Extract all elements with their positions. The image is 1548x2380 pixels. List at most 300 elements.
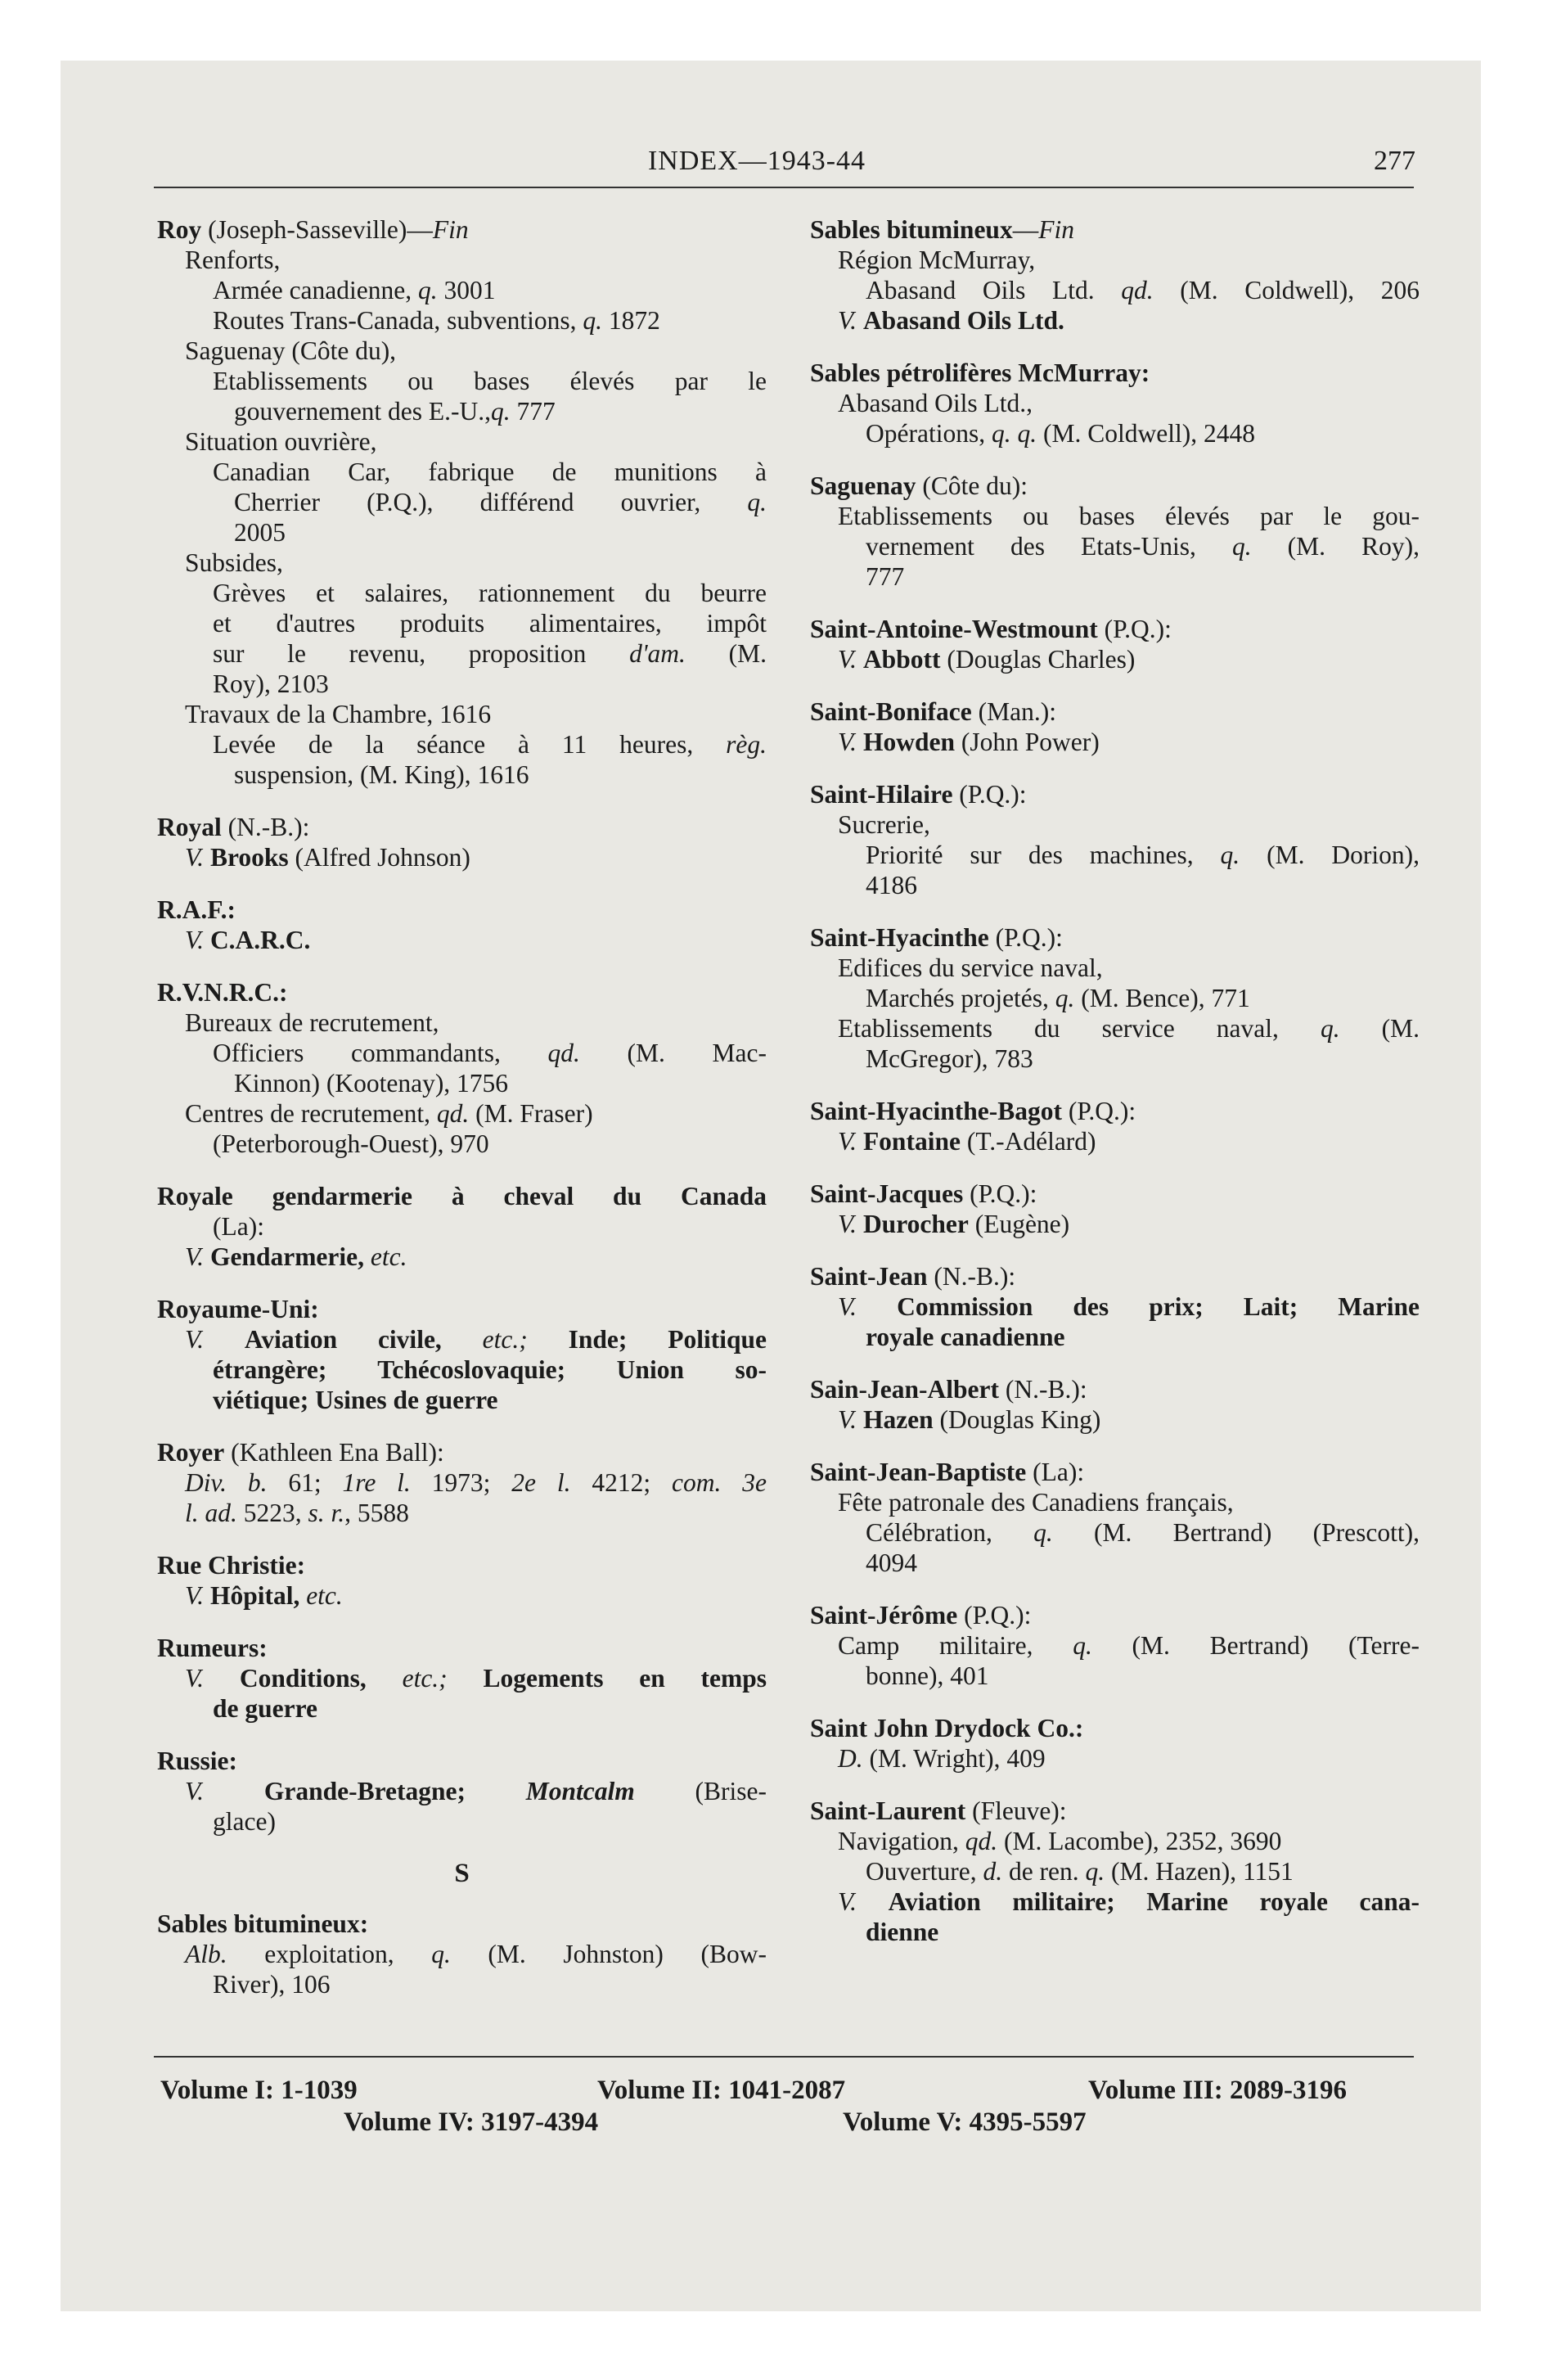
index-line xyxy=(810,358,1420,388)
text-segment: (M. Coldwell), 2448 xyxy=(1037,419,1255,448)
text-segment: (N.-B.): xyxy=(927,1262,1016,1291)
index-line xyxy=(157,214,767,245)
text-segment: V. xyxy=(185,843,205,872)
text-segment: Opérations, xyxy=(866,419,992,448)
text-segment: (P.Q.): xyxy=(957,1601,1032,1629)
text-segment xyxy=(857,1887,889,1916)
text-segment: vernement des Etats-Unis, xyxy=(866,532,1232,561)
text-segment: Saint-Boniface xyxy=(810,697,972,726)
text-segment: Grèves et salaires, rationnement du beurre xyxy=(213,579,767,607)
text-segment: Travaux de la Chambre, 1616 xyxy=(185,700,492,728)
text-segment: (Joseph-Sasseville)— xyxy=(201,215,433,244)
index-line xyxy=(810,1096,1420,1126)
index-line xyxy=(810,1600,1420,1630)
text-segment: (John Power) xyxy=(954,728,1100,756)
index-line xyxy=(157,669,767,699)
text-segment: Navigation, xyxy=(838,1827,965,1855)
index-line xyxy=(157,1355,767,1385)
footer-rule xyxy=(154,2056,1414,2058)
text-segment: Edifices du service naval, xyxy=(838,953,1103,982)
index-line xyxy=(810,696,1420,727)
header-rule xyxy=(154,187,1414,188)
text-segment xyxy=(204,1581,210,1610)
index-line xyxy=(157,1068,767,1098)
text-segment: (M. Bertrand) (Terre- xyxy=(1091,1631,1420,1660)
text-segment: (Douglas Charles) xyxy=(940,645,1136,674)
text-segment: l. ad. xyxy=(185,1499,237,1527)
text-segment: (P.Q.): xyxy=(952,780,1027,809)
index-line xyxy=(810,1374,1420,1404)
index-entry xyxy=(157,1746,767,1837)
text-segment: R.V.N.R.C.: xyxy=(157,978,288,1007)
text-segment: V. xyxy=(838,728,857,756)
text-segment: 4094 xyxy=(866,1548,917,1577)
text-segment: V. xyxy=(185,1664,205,1693)
index-line xyxy=(157,1038,767,1068)
text-segment: 1re l. xyxy=(342,1468,411,1497)
text-segment: d. xyxy=(983,1857,1003,1886)
text-segment: Routes Trans-Canada, subventions, xyxy=(213,306,583,335)
text-segment xyxy=(857,1292,897,1321)
index-entry xyxy=(157,1181,767,1272)
text-segment: qd. xyxy=(436,1099,470,1128)
text-segment: V. xyxy=(185,1325,205,1354)
text-segment: (N.-B.): xyxy=(999,1375,1087,1404)
index-line xyxy=(810,471,1420,501)
text-segment: (M. Dorion), xyxy=(1240,841,1420,869)
index-entry xyxy=(157,812,767,872)
text-segment: royale canadienne xyxy=(866,1323,1065,1351)
text-segment: Armée canadienne, xyxy=(213,276,418,304)
text-segment: bonne), 401 xyxy=(866,1661,989,1690)
text-segment: Aviation civile, xyxy=(244,1325,483,1354)
text-segment xyxy=(204,1325,245,1354)
text-segment: q. xyxy=(1085,1857,1105,1886)
index-line xyxy=(157,1385,767,1415)
index-entry xyxy=(810,1713,1420,1774)
text-segment: 2005 xyxy=(234,518,286,547)
text-segment: q. xyxy=(583,306,602,335)
text-segment: Bureaux de recrutement, xyxy=(185,1008,439,1037)
text-segment: Ouverture, xyxy=(866,1857,983,1886)
index-line xyxy=(810,1404,1420,1435)
volume-range-4: Volume IV: 3197-4394 xyxy=(344,2107,599,2137)
index-entry xyxy=(810,1796,1420,1947)
index-line xyxy=(810,727,1420,757)
index-line xyxy=(157,487,767,517)
text-segment: Abasand Oils Ltd. xyxy=(866,276,1122,304)
text-segment: (M. Bertrand) (Prescott), xyxy=(1052,1518,1420,1547)
text-segment: Saint-Jacques xyxy=(810,1179,964,1208)
text-segment: (M. Johnston) (Bow- xyxy=(450,1940,767,1968)
index-line xyxy=(810,418,1420,449)
text-segment: q. xyxy=(1033,1518,1053,1547)
index-entry xyxy=(157,1550,767,1611)
text-segment: V. xyxy=(838,1292,857,1321)
text-segment: Conditions, xyxy=(239,1664,403,1693)
text-segment: D. xyxy=(838,1744,863,1773)
index-line xyxy=(157,608,767,638)
text-segment: (Brise- xyxy=(634,1777,767,1805)
text-segment: (Eugène) xyxy=(968,1210,1070,1238)
index-entry xyxy=(810,358,1420,449)
text-segment: (M. xyxy=(685,639,767,668)
text-segment: (P.Q.): xyxy=(963,1179,1037,1208)
index-entry xyxy=(810,1096,1420,1156)
text-segment xyxy=(857,728,863,756)
index-line xyxy=(810,1044,1420,1074)
volume-range-1: Volume I: 1-1039 xyxy=(160,2076,358,2105)
text-segment: (M. Hazen), 1151 xyxy=(1105,1857,1294,1886)
text-segment xyxy=(857,645,863,674)
index-line xyxy=(810,1826,1420,1856)
index-line xyxy=(157,925,767,955)
index-line xyxy=(157,699,767,729)
text-segment: 4212; xyxy=(570,1468,673,1497)
index-line xyxy=(810,922,1420,953)
text-segment: suspension, (M. King), 1616 xyxy=(234,760,529,789)
index-line xyxy=(157,638,767,669)
text-segment: (Peterborough-Ouest), 970 xyxy=(213,1129,489,1158)
text-segment: River), 106 xyxy=(213,1970,331,1999)
text-segment: etc.; xyxy=(482,1325,528,1354)
index-line xyxy=(810,1013,1420,1044)
text-segment: Saguenay xyxy=(810,471,916,500)
index-column-left xyxy=(157,214,767,2022)
index-line xyxy=(157,1746,767,1776)
index-line xyxy=(157,1806,767,1837)
text-segment: (Côte du): xyxy=(916,471,1028,500)
text-segment: Région McMurray, xyxy=(838,246,1036,274)
text-segment: qd. xyxy=(965,1827,998,1855)
text-segment: Renforts, xyxy=(185,246,281,274)
text-segment: (M. Mac- xyxy=(579,1039,767,1067)
text-segment: (Douglas King) xyxy=(933,1405,1101,1434)
index-title: INDEX—1943-44 xyxy=(647,146,866,176)
text-segment: Saint-Antoine-Westmount xyxy=(810,615,1098,643)
index-line xyxy=(157,760,767,790)
text-segment xyxy=(857,1127,863,1156)
text-segment: Subsides, xyxy=(185,548,283,577)
text-segment: Fin xyxy=(432,215,469,244)
text-segment: exploitation, xyxy=(227,1940,432,1968)
text-segment: (Alfred Johnson) xyxy=(288,843,470,872)
index-line xyxy=(810,245,1420,275)
text-segment: Cherrier (P.Q.), différend ouvrier, xyxy=(234,488,748,516)
index-line xyxy=(810,953,1420,983)
page-number: 277 xyxy=(1374,146,1415,176)
text-segment xyxy=(857,1405,863,1434)
text-segment: C.A.R.C. xyxy=(209,926,311,954)
text-segment: Kinnon) (Kootenay), 1756 xyxy=(234,1069,509,1098)
text-segment: Etablissements du service naval, xyxy=(838,1014,1321,1043)
index-line xyxy=(810,1917,1420,1947)
text-segment: Royal xyxy=(157,813,222,841)
index-line xyxy=(157,812,767,842)
text-segment: (P.Q.): xyxy=(988,923,1063,952)
index-entry xyxy=(157,1437,767,1528)
text-segment: (N.-B.): xyxy=(221,813,310,841)
index-entry xyxy=(810,471,1420,592)
index-line xyxy=(810,644,1420,674)
index-line xyxy=(157,1580,767,1611)
text-segment: q. xyxy=(418,276,438,304)
index-line xyxy=(157,1663,767,1693)
text-segment: Abasand Oils Ltd. xyxy=(862,306,1064,335)
text-segment: (T.-Adélard) xyxy=(960,1127,1096,1156)
index-line xyxy=(157,895,767,925)
text-segment: d'am. xyxy=(629,639,686,668)
text-segment: Fête patronale des Canadiens français, xyxy=(838,1488,1234,1517)
index-entry xyxy=(157,1909,767,1999)
page-header xyxy=(98,146,1415,188)
index-line xyxy=(810,870,1420,900)
index-line xyxy=(157,457,767,487)
text-segment: McGregor), 783 xyxy=(866,1044,1033,1073)
text-segment: q. xyxy=(747,488,767,516)
index-line xyxy=(157,1939,767,1969)
text-segment: V. xyxy=(185,1242,205,1271)
text-segment: Commission des prix; Lait; Marine xyxy=(897,1292,1420,1321)
text-segment: Sain-Jean-Albert xyxy=(810,1375,999,1404)
volume-range-5: Volume V: 4395-5597 xyxy=(843,2107,1087,2137)
text-segment: Royale gendarmerie à cheval du Canada xyxy=(157,1182,767,1210)
text-segment: Officiers commandants, xyxy=(213,1039,548,1067)
text-segment: q. xyxy=(1073,1631,1092,1660)
index-line xyxy=(810,1261,1420,1291)
index-line xyxy=(810,1291,1420,1322)
text-segment: Saint-Jérôme xyxy=(810,1601,958,1629)
text-segment: 5223, xyxy=(236,1499,308,1527)
text-segment: Abbott xyxy=(862,645,941,674)
text-segment xyxy=(857,306,863,335)
text-segment: V. xyxy=(185,1581,205,1610)
text-segment: (P.Q.): xyxy=(1097,615,1172,643)
text-segment: Saint-Hyacinthe xyxy=(810,923,989,952)
volume-range-3: Volume III: 2089-3196 xyxy=(1088,2076,1347,2105)
index-line xyxy=(810,214,1420,245)
text-segment: etc.; xyxy=(402,1664,448,1693)
index-line xyxy=(810,275,1420,305)
index-line xyxy=(157,336,767,366)
text-segment: Sables bitumineux xyxy=(810,215,1013,244)
index-line xyxy=(157,1776,767,1806)
text-segment: Durocher xyxy=(862,1210,969,1238)
index-line xyxy=(157,578,767,608)
index-line xyxy=(157,396,767,426)
text-segment: Etablissements ou bases élevés par le gou- xyxy=(838,502,1420,530)
index-line xyxy=(157,517,767,548)
text-segment: (M. Lacombe), 2352, 3690 xyxy=(997,1827,1282,1855)
text-segment: q. xyxy=(1220,841,1240,869)
text-segment: V. xyxy=(838,306,857,335)
text-segment xyxy=(204,1242,210,1271)
text-segment: Marchés projetés, xyxy=(866,984,1055,1012)
text-segment: glace) xyxy=(213,1807,276,1836)
index-line xyxy=(810,614,1420,644)
text-segment: gouvernement des E.-U., xyxy=(234,397,492,426)
text-segment: (M. Coldwell), 206 xyxy=(1153,276,1420,304)
text-segment: q. xyxy=(431,1940,451,1968)
index-entry xyxy=(157,895,767,955)
index-line xyxy=(157,1467,767,1498)
index-line xyxy=(157,1129,767,1159)
text-segment: 3001 xyxy=(437,276,496,304)
text-segment: de guerre xyxy=(213,1694,317,1723)
text-segment: Saint-Hyacinthe-Bagot xyxy=(810,1097,1063,1125)
text-segment: V. xyxy=(838,1405,857,1434)
text-segment: Célébration, xyxy=(866,1518,1034,1547)
text-segment: Montcalm xyxy=(525,1777,635,1805)
index-line xyxy=(157,842,767,872)
index-line xyxy=(157,245,767,275)
text-segment: com. 3e xyxy=(672,1468,767,1497)
text-segment: (M. xyxy=(1339,1014,1420,1043)
text-segment: etc. xyxy=(306,1581,343,1610)
text-segment: 2e l. xyxy=(511,1468,571,1497)
index-entry xyxy=(157,1633,767,1724)
text-segment: Brooks xyxy=(209,843,289,872)
text-segment: Royer xyxy=(157,1438,225,1467)
index-line xyxy=(810,1856,1420,1886)
text-segment: dienne xyxy=(866,1918,939,1946)
text-segment: (Man.): xyxy=(971,697,1056,726)
index-line xyxy=(810,305,1420,336)
index-line xyxy=(810,531,1420,561)
text-segment: V. xyxy=(185,1777,205,1805)
text-segment: étrangère; Tchécoslovaquie; Union so- xyxy=(213,1355,767,1384)
text-segment: Etablissements ou bases élevés par le xyxy=(213,367,767,395)
text-segment: Camp militaire, xyxy=(838,1631,1073,1660)
index-entry xyxy=(810,1261,1420,1352)
text-segment: q. xyxy=(1231,532,1252,561)
text-segment: q. xyxy=(1055,984,1075,1012)
text-segment: V. xyxy=(838,1210,857,1238)
index-line xyxy=(157,1498,767,1528)
index-line xyxy=(157,1098,767,1129)
text-segment: règ. xyxy=(726,730,767,759)
text-segment: V. xyxy=(838,1127,857,1156)
text-segment: Alb. xyxy=(185,1940,227,1968)
index-line xyxy=(157,1007,767,1038)
text-segment: Hazen xyxy=(862,1405,934,1434)
index-entry xyxy=(810,922,1420,1074)
index-line xyxy=(810,1630,1420,1661)
text-segment: (Kathleen Ena Ball): xyxy=(224,1438,444,1467)
text-segment: etc. xyxy=(370,1242,407,1271)
index-line xyxy=(810,1179,1420,1209)
text-segment: q. q. xyxy=(991,419,1037,448)
index-entry xyxy=(810,1179,1420,1239)
text-segment: Levée de la séance à 11 heures, xyxy=(213,730,727,759)
index-line xyxy=(157,1242,767,1272)
text-segment: Rue Christie: xyxy=(157,1551,306,1580)
index-line xyxy=(157,977,767,1007)
index-line xyxy=(157,729,767,760)
index-line xyxy=(810,1322,1420,1352)
text-segment: 61; xyxy=(267,1468,343,1497)
index-line xyxy=(157,1909,767,1939)
section-letter: S xyxy=(454,1859,470,1888)
index-entry xyxy=(810,779,1420,900)
text-segment: Situation ouvrière, xyxy=(185,427,377,456)
text-segment: Sables bitumineux: xyxy=(157,1909,369,1938)
index-entry xyxy=(810,1600,1420,1691)
index-line xyxy=(157,1633,767,1663)
text-segment: (Fleuve): xyxy=(965,1796,1067,1825)
text-segment: V. xyxy=(838,1887,857,1916)
text-segment: (M. Fraser) xyxy=(469,1099,593,1128)
text-segment: 4186 xyxy=(866,871,917,899)
index-line xyxy=(810,501,1420,531)
index-line xyxy=(810,561,1420,592)
text-segment: Saint-Hilaire xyxy=(810,780,953,809)
index-entry xyxy=(157,1294,767,1415)
index-line xyxy=(810,1209,1420,1239)
text-segment: Abasand Oils Ltd., xyxy=(838,389,1033,417)
index-line xyxy=(810,1126,1420,1156)
index-line xyxy=(157,1693,767,1724)
text-segment: Saint John Drydock Co.: xyxy=(810,1714,1084,1742)
index-line xyxy=(810,809,1420,840)
text-segment: q. xyxy=(1320,1014,1340,1043)
text-segment: — xyxy=(1012,215,1039,244)
text-segment: Saint-Jean-Baptiste xyxy=(810,1458,1027,1486)
index-line xyxy=(810,1517,1420,1548)
index-entry xyxy=(810,696,1420,757)
text-segment: Saint-Jean xyxy=(810,1262,928,1291)
text-segment: Aviation militaire; Marine royale cana- xyxy=(888,1887,1420,1916)
text-segment: 1872 xyxy=(602,306,660,335)
index-line xyxy=(157,366,767,396)
text-segment: (La): xyxy=(1026,1458,1085,1486)
text-segment: qd. xyxy=(547,1039,580,1067)
text-segment: Saguenay (Côte du), xyxy=(185,336,397,365)
text-segment: Inde; Politique xyxy=(527,1325,767,1354)
index-line xyxy=(810,1457,1420,1487)
text-segment: Sucrerie, xyxy=(838,810,930,839)
text-segment xyxy=(857,1210,863,1238)
index-column-right xyxy=(810,214,1420,1969)
index-line xyxy=(157,1211,767,1242)
text-segment: Howden xyxy=(862,728,955,756)
index-line xyxy=(157,1181,767,1211)
index-entry xyxy=(810,1457,1420,1578)
index-line xyxy=(157,1324,767,1355)
text-segment: Logements en temps xyxy=(447,1664,767,1693)
text-segment: 1973; xyxy=(410,1468,512,1497)
text-segment xyxy=(204,1664,240,1693)
text-segment: Hôpital, xyxy=(209,1581,307,1610)
index-entry xyxy=(157,214,767,790)
text-segment: (La): xyxy=(213,1212,264,1241)
text-segment: (M. Roy), xyxy=(1251,532,1420,561)
index-line xyxy=(810,388,1420,418)
index-line xyxy=(157,426,767,457)
index-entry xyxy=(157,977,767,1159)
text-segment: (M. Wright), 409 xyxy=(862,1744,1046,1773)
text-segment: qd. xyxy=(1121,276,1154,304)
index-line xyxy=(810,779,1420,809)
index-line xyxy=(157,1294,767,1324)
text-segment: q. xyxy=(491,397,511,426)
index-entry xyxy=(810,1374,1420,1435)
text-segment: Rumeurs: xyxy=(157,1634,268,1662)
index-line xyxy=(157,275,767,305)
text-segment: Roy), 2103 xyxy=(213,669,329,698)
text-segment: Grande-Bretagne; xyxy=(263,1777,526,1805)
index-line xyxy=(157,548,767,578)
